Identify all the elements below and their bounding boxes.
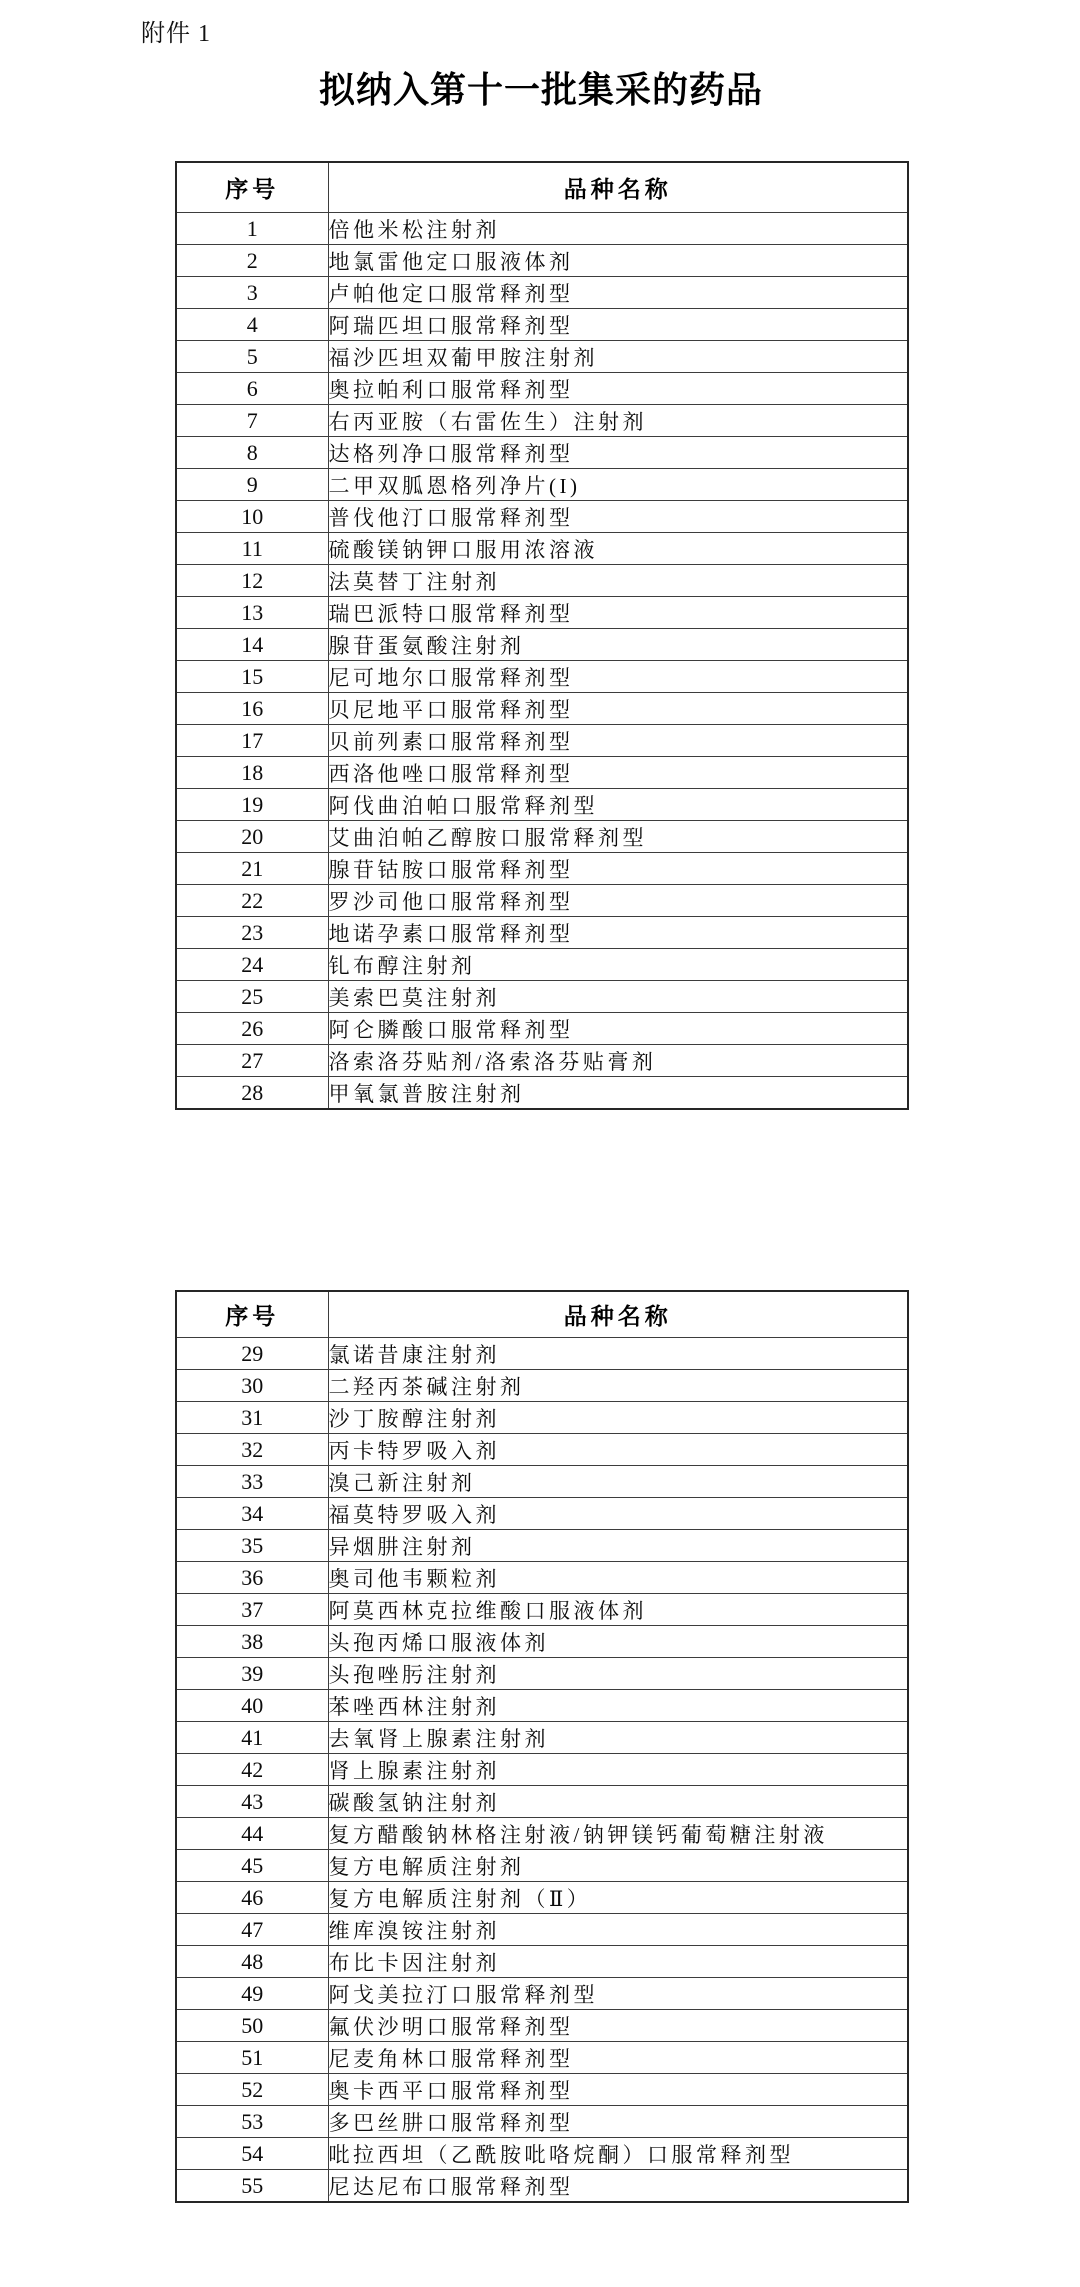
table-row <box>176 1077 908 1110</box>
drug-name-cell: 多巴丝肼口服常释剂型 <box>328 2106 908 2138</box>
row-index-cell: 34 <box>176 1498 328 1530</box>
drug-name-cell: 复方醋酸钠林格注射液/钠钾镁钙葡萄糖注射液 <box>328 1818 908 1850</box>
row-index-cell: 55 <box>176 2170 328 2203</box>
table-row <box>176 405 908 437</box>
drug-name-cell: 腺苷钴胺口服常释剂型 <box>328 853 908 885</box>
row-index-cell: 24 <box>176 949 328 981</box>
table-row <box>176 1594 908 1626</box>
row-index-cell: 10 <box>176 501 328 533</box>
row-index-cell: 26 <box>176 1013 328 1045</box>
table-row <box>176 725 908 757</box>
drug-name-cell: 右丙亚胺（右雷佐生）注射剂 <box>328 405 908 437</box>
table-row <box>176 469 908 501</box>
header-row <box>176 162 908 213</box>
table-row <box>176 2010 908 2042</box>
table-row <box>176 1013 908 1045</box>
table-row <box>176 1722 908 1754</box>
table-row <box>176 245 908 277</box>
row-index-cell: 42 <box>176 1754 328 1786</box>
header-row <box>176 1291 908 1338</box>
row-index-cell: 16 <box>176 693 328 725</box>
table-row <box>176 2138 908 2170</box>
table-row <box>176 1402 908 1434</box>
drug-name-cell: 去氧肾上腺素注射剂 <box>328 1722 908 1754</box>
table-row <box>176 1045 908 1077</box>
row-index-cell: 40 <box>176 1690 328 1722</box>
table-row <box>176 1978 908 2010</box>
table-row <box>176 2106 908 2138</box>
row-index-cell: 1 <box>176 213 328 245</box>
table-row <box>176 533 908 565</box>
table-1-body <box>176 213 908 1110</box>
drug-name-cell: 氟伏沙明口服常释剂型 <box>328 2010 908 2042</box>
table-row <box>176 949 908 981</box>
drug-name-cell: 阿仑膦酸口服常释剂型 <box>328 1013 908 1045</box>
row-index-cell: 21 <box>176 853 328 885</box>
drug-name-cell: 丙卡特罗吸入剂 <box>328 1434 908 1466</box>
row-index-cell: 19 <box>176 789 328 821</box>
table-row <box>176 1498 908 1530</box>
row-index-cell: 32 <box>176 1434 328 1466</box>
drug-name-cell: 溴己新注射剂 <box>328 1466 908 1498</box>
table-row <box>176 597 908 629</box>
row-index-cell: 45 <box>176 1850 328 1882</box>
drug-name-cell: 氯诺昔康注射剂 <box>328 1338 908 1370</box>
row-index-cell: 22 <box>176 885 328 917</box>
row-index-cell: 8 <box>176 437 328 469</box>
drug-name-cell: 地氯雷他定口服液体剂 <box>328 245 908 277</box>
drug-name-cell: 罗沙司他口服常释剂型 <box>328 885 908 917</box>
drug-name-cell: 贝前列素口服常释剂型 <box>328 725 908 757</box>
drug-table-2 <box>175 1290 909 2203</box>
drug-name-cell: 阿伐曲泊帕口服常释剂型 <box>328 789 908 821</box>
drug-name-cell: 复方电解质注射剂 <box>328 1850 908 1882</box>
row-index-cell: 2 <box>176 245 328 277</box>
column-header-index: 序号 <box>176 1291 328 1338</box>
table-row <box>176 1914 908 1946</box>
row-index-cell: 28 <box>176 1077 328 1110</box>
drug-name-cell: 苯唑西林注射剂 <box>328 1690 908 1722</box>
row-index-cell: 5 <box>176 341 328 373</box>
drug-name-cell: 奥司他韦颗粒剂 <box>328 1562 908 1594</box>
drug-name-cell: 甲氧氯普胺注射剂 <box>328 1077 908 1110</box>
drug-name-cell: 布比卡因注射剂 <box>328 1946 908 1978</box>
drug-name-cell: 尼达尼布口服常释剂型 <box>328 2170 908 2203</box>
table-row <box>176 661 908 693</box>
table-row <box>176 757 908 789</box>
table-row <box>176 277 908 309</box>
row-index-cell: 7 <box>176 405 328 437</box>
table-row <box>176 1530 908 1562</box>
table-row <box>176 1946 908 1978</box>
row-index-cell: 27 <box>176 1045 328 1077</box>
row-index-cell: 17 <box>176 725 328 757</box>
drug-name-cell: 头孢唑肟注射剂 <box>328 1658 908 1690</box>
row-index-cell: 4 <box>176 309 328 341</box>
drug-name-cell: 尼麦角林口服常释剂型 <box>328 2042 908 2074</box>
table-row <box>176 885 908 917</box>
drug-name-cell: 地诺孕素口服常释剂型 <box>328 917 908 949</box>
table-row <box>176 565 908 597</box>
drug-name-cell: 阿莫西林克拉维酸口服液体剂 <box>328 1594 908 1626</box>
table-row <box>176 1818 908 1850</box>
drug-name-cell: 二甲双胍恩格列净片(I) <box>328 469 908 501</box>
table-row <box>176 2042 908 2074</box>
row-index-cell: 51 <box>176 2042 328 2074</box>
row-index-cell: 35 <box>176 1530 328 1562</box>
drug-name-cell: 艾曲泊帕乙醇胺口服常释剂型 <box>328 821 908 853</box>
row-index-cell: 11 <box>176 533 328 565</box>
drug-name-cell: 阿戈美拉汀口服常释剂型 <box>328 1978 908 2010</box>
table-row <box>176 1338 908 1370</box>
row-index-cell: 14 <box>176 629 328 661</box>
table-row <box>176 1690 908 1722</box>
column-header-index: 序号 <box>176 162 328 213</box>
table-row <box>176 1626 908 1658</box>
row-index-cell: 9 <box>176 469 328 501</box>
row-index-cell: 25 <box>176 981 328 1013</box>
table-row <box>176 1754 908 1786</box>
drug-name-cell: 维库溴铵注射剂 <box>328 1914 908 1946</box>
table-row <box>176 1882 908 1914</box>
row-index-cell: 12 <box>176 565 328 597</box>
table-row <box>176 789 908 821</box>
drug-name-cell: 异烟肼注射剂 <box>328 1530 908 1562</box>
drug-name-cell: 头孢丙烯口服液体剂 <box>328 1626 908 1658</box>
table-row <box>176 1370 908 1402</box>
table-row <box>176 1850 908 1882</box>
drug-name-cell: 尼可地尔口服常释剂型 <box>328 661 908 693</box>
drug-table-1 <box>175 161 909 1110</box>
table-row <box>176 1562 908 1594</box>
table-row <box>176 917 908 949</box>
drug-name-cell: 复方电解质注射剂（Ⅱ） <box>328 1882 908 1914</box>
row-index-cell: 54 <box>176 2138 328 2170</box>
table-row <box>176 1466 908 1498</box>
row-index-cell: 53 <box>176 2106 328 2138</box>
drug-name-cell: 奥卡西平口服常释剂型 <box>328 2074 908 2106</box>
row-index-cell: 36 <box>176 1562 328 1594</box>
row-index-cell: 43 <box>176 1786 328 1818</box>
drug-name-cell: 普伐他汀口服常释剂型 <box>328 501 908 533</box>
table-row <box>176 821 908 853</box>
drug-name-cell: 洛索洛芬贴剂/洛索洛芬贴膏剂 <box>328 1045 908 1077</box>
row-index-cell: 37 <box>176 1594 328 1626</box>
table-row <box>176 437 908 469</box>
table-2-header <box>176 1291 908 1338</box>
row-index-cell: 49 <box>176 1978 328 2010</box>
drug-name-cell: 卢帕他定口服常释剂型 <box>328 277 908 309</box>
table-2-body <box>176 1338 908 2203</box>
row-index-cell: 20 <box>176 821 328 853</box>
drug-name-cell: 阿瑞匹坦口服常释剂型 <box>328 309 908 341</box>
table-row <box>176 213 908 245</box>
table-row <box>176 629 908 661</box>
row-index-cell: 3 <box>176 277 328 309</box>
drug-name-cell: 腺苷蛋氨酸注射剂 <box>328 629 908 661</box>
drug-name-cell: 福沙匹坦双葡甲胺注射剂 <box>328 341 908 373</box>
row-index-cell: 52 <box>176 2074 328 2106</box>
row-index-cell: 29 <box>176 1338 328 1370</box>
drug-name-cell: 贝尼地平口服常释剂型 <box>328 693 908 725</box>
row-index-cell: 46 <box>176 1882 328 1914</box>
row-index-cell: 47 <box>176 1914 328 1946</box>
row-index-cell: 6 <box>176 373 328 405</box>
row-index-cell: 33 <box>176 1466 328 1498</box>
row-index-cell: 44 <box>176 1818 328 1850</box>
drug-name-cell: 碳酸氢钠注射剂 <box>328 1786 908 1818</box>
drug-name-cell: 奥拉帕利口服常释剂型 <box>328 373 908 405</box>
row-index-cell: 50 <box>176 2010 328 2042</box>
table-row <box>176 2074 908 2106</box>
drug-name-cell: 钆布醇注射剂 <box>328 949 908 981</box>
page-title: 拟纳入第十一批集采的药品 <box>318 70 763 110</box>
table-row <box>176 341 908 373</box>
column-header-name: 品种名称 <box>328 1291 908 1338</box>
drug-name-cell: 瑞巴派特口服常释剂型 <box>328 597 908 629</box>
drug-name-cell: 西洛他唑口服常释剂型 <box>328 757 908 789</box>
table-row <box>176 373 908 405</box>
drug-name-cell: 倍他米松注射剂 <box>328 213 908 245</box>
drug-name-cell: 吡拉西坦（乙酰胺吡咯烷酮）口服常释剂型 <box>328 2138 908 2170</box>
attachment-label: 附件 1 <box>141 21 211 47</box>
table-row <box>176 2170 908 2203</box>
drug-name-cell: 硫酸镁钠钾口服用浓溶液 <box>328 533 908 565</box>
table-row <box>176 309 908 341</box>
table-row <box>176 1658 908 1690</box>
column-header-name: 品种名称 <box>328 162 908 213</box>
row-index-cell: 18 <box>176 757 328 789</box>
row-index-cell: 13 <box>176 597 328 629</box>
table-1-header <box>176 162 908 213</box>
table-row <box>176 693 908 725</box>
drug-name-cell: 二羟丙茶碱注射剂 <box>328 1370 908 1402</box>
table-row <box>176 981 908 1013</box>
table-row <box>176 501 908 533</box>
table-row <box>176 853 908 885</box>
drug-name-cell: 沙丁胺醇注射剂 <box>328 1402 908 1434</box>
drug-name-cell: 福莫特罗吸入剂 <box>328 1498 908 1530</box>
row-index-cell: 39 <box>176 1658 328 1690</box>
row-index-cell: 41 <box>176 1722 328 1754</box>
table-row <box>176 1434 908 1466</box>
row-index-cell: 30 <box>176 1370 328 1402</box>
table-row <box>176 1786 908 1818</box>
row-index-cell: 38 <box>176 1626 328 1658</box>
drug-name-cell: 达格列净口服常释剂型 <box>328 437 908 469</box>
drug-name-cell: 美索巴莫注射剂 <box>328 981 908 1013</box>
row-index-cell: 31 <box>176 1402 328 1434</box>
row-index-cell: 15 <box>176 661 328 693</box>
drug-name-cell: 肾上腺素注射剂 <box>328 1754 908 1786</box>
row-index-cell: 23 <box>176 917 328 949</box>
row-index-cell: 48 <box>176 1946 328 1978</box>
drug-name-cell: 法莫替丁注射剂 <box>328 565 908 597</box>
